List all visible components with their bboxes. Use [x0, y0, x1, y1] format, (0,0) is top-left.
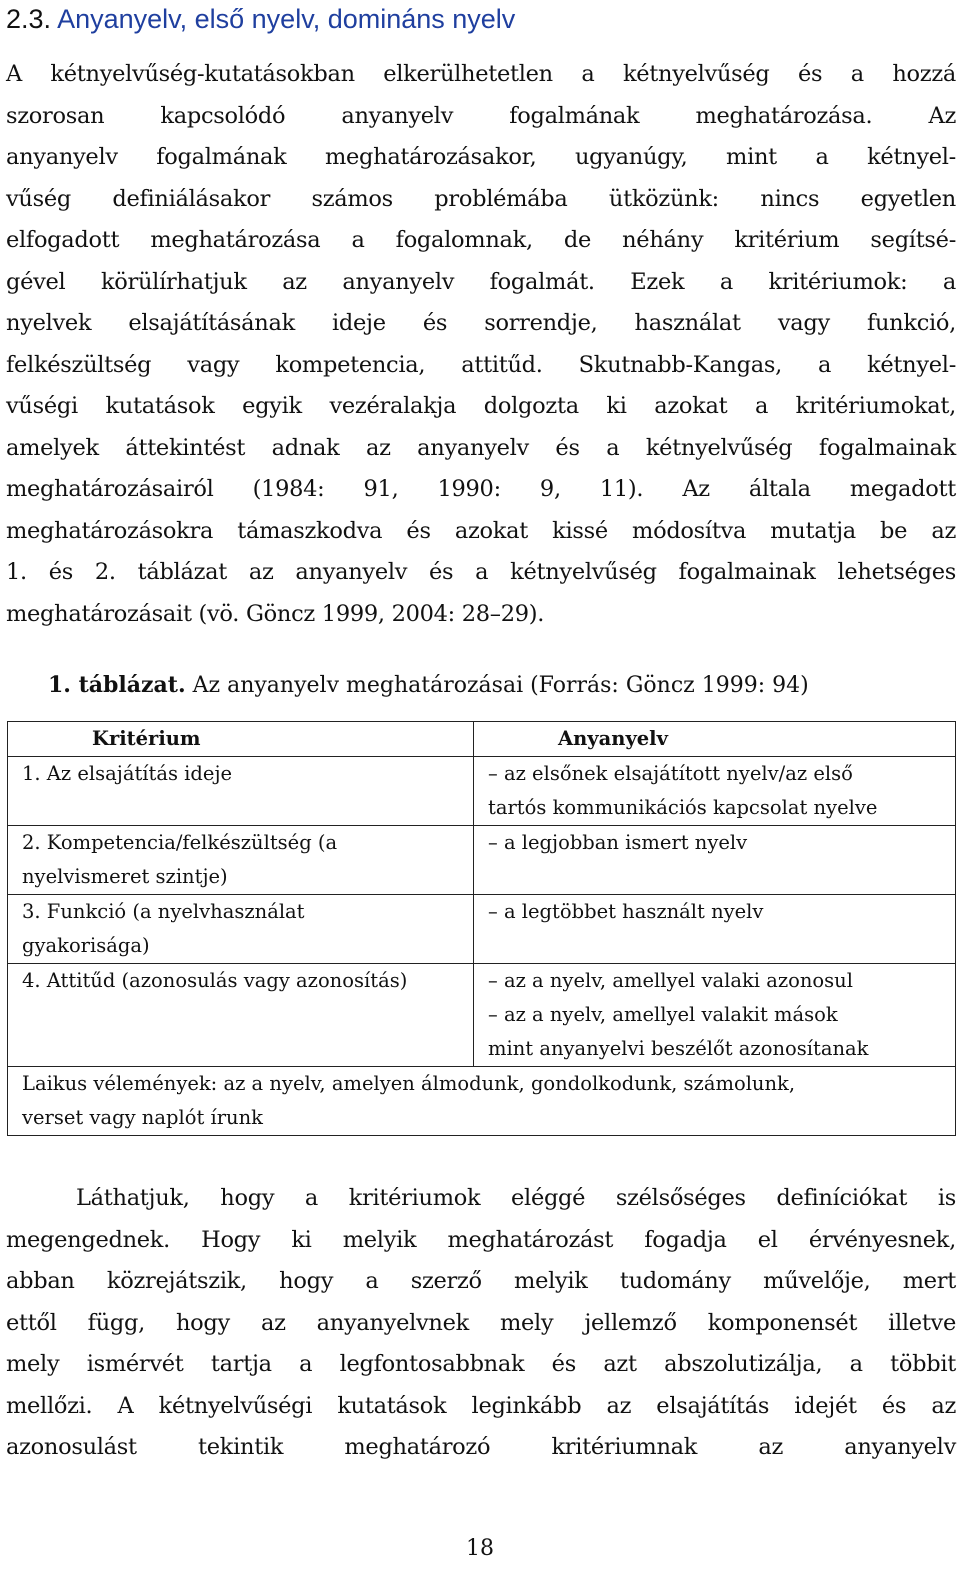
section-heading — [6, 2, 515, 36]
paragraph-line: meghatározásait (vö. Göncz 1999, 2004: 28–29). — [6, 600, 545, 627]
paragraph-line: ettől függ, hogy az anyanyelvnek mely jellemző komponensét illetve — [6, 1309, 956, 1336]
lay-opinions-line: Laikus vélemények: az a nyelv, amelyen álmodunk, gondolkodunk, számolunk, — [22, 1072, 796, 1095]
paragraph-line: mely ismérvét tartja a legfontosabbnak és azt abszolutizálja, a többit — [6, 1351, 956, 1377]
paragraph-line: A kétnyelvűség-kutatásokban elkerülhetetlen a kétnyelvűség és a hozzá — [6, 61, 956, 87]
paragraph-line: meghatározásairól (1984: 91, 1990: 9, 11). Az általa megadott — [6, 476, 956, 502]
definition-line: mint anyanyelvi beszélőt azonosítanak — [488, 1037, 869, 1060]
table-header-criterion: Kritérium — [8, 722, 474, 757]
paragraph-line: abban közrejátszik, hogy a szerző melyik tudomány művelője, mert — [6, 1268, 956, 1294]
criterion-line: 1. Az elsajátítás ideje — [22, 762, 233, 785]
paragraph-line: amelyek áttekintést adnak az anyanyelv és a kétnyelvűség fogalmainak — [6, 434, 956, 461]
definition-cell — [474, 895, 956, 964]
definition-cell — [474, 826, 956, 895]
definition-cell — [474, 964, 956, 1067]
definitions-table — [7, 721, 956, 1136]
criterion-cell — [8, 964, 474, 1067]
definition-line: – az a nyelv, amellyel valaki azonosul — [488, 969, 853, 992]
paragraph-line: Láthatjuk, hogy a kritériumok eléggé szélsőséges definíciókat is — [76, 1185, 956, 1211]
paragraph-line: vűség definiálásakor számos problémába ütközünk: nincs egyetlen — [6, 185, 956, 212]
table-caption-label: 1. táblázat. — [48, 672, 186, 698]
definition-line: – a legtöbbet használt nyelv — [488, 900, 764, 923]
definition-cell — [474, 757, 956, 826]
criterion-line: 2. Kompetencia/felkészültség (a — [22, 831, 338, 854]
conclusion-paragraph — [6, 1178, 956, 1469]
section-title: Anyanyelv, első nyelv, domináns nyelv — [57, 4, 516, 34]
criterion-line: 3. Funkció (a nyelvhasználat — [22, 900, 305, 923]
table-row — [8, 826, 956, 895]
criterion-cell — [8, 826, 474, 895]
paragraph-line: mellőzi. A kétnyelvűségi kutatások leginkább az elsajátítás idejét és az — [6, 1392, 956, 1419]
table-row — [8, 964, 956, 1067]
table-caption — [48, 668, 809, 703]
paragraph-line: szorosan kapcsolódó anyanyelv fogalmának meghatározása. Az — [6, 102, 956, 129]
lay-opinions-line: verset vagy naplót írunk — [22, 1106, 263, 1129]
criterion-line: 4. Attitűd (azonosulás vagy azonosítás) — [22, 969, 408, 992]
paragraph-line: megengednek. Hogy ki melyik meghatározást fogadja el érvényesnek, — [6, 1226, 956, 1253]
criterion-cell — [8, 757, 474, 826]
criterion-cell — [8, 895, 474, 964]
intro-paragraph — [6, 54, 956, 635]
paragraph-line: azonosulást tekintik meghatározó kritériumnak az anyanyelv — [6, 1434, 956, 1460]
table-header-definition: Anyanyelv — [474, 722, 956, 757]
page-number: 18 — [466, 1536, 494, 1561]
table-caption-text: Az anyanyelv meghatározásai (Forrás: Göncz 1999: 94) — [192, 673, 809, 698]
criterion-line: nyelvismeret szintje) — [22, 865, 228, 888]
paragraph-line: nyelvek elsajátításának ideje és sorrendje, használat vagy funkció, — [6, 310, 956, 336]
definition-line: – az elsőnek elsajátított nyelv/az első — [488, 762, 853, 785]
table-row — [8, 757, 956, 826]
paragraph-line: 1. és 2. táblázat az anyanyelv és a kétnyelvűség fogalmainak lehetséges — [6, 559, 956, 585]
paragraph-line: gével körülírhatjuk az anyanyelv fogalmát. Ezek a kritériumok: a — [6, 268, 956, 295]
section-number: 2.3. — [6, 4, 52, 34]
table-row — [8, 895, 956, 964]
paragraph-line: anyanyelv fogalmának meghatározásakor, ugyanúgy, mint a kétnyel- — [6, 144, 956, 170]
lay-opinions-cell — [8, 1067, 956, 1136]
paragraph-line: vűségi kutatások egyik vezéralakja dolgozta ki azokat a kritériumokat, — [6, 393, 956, 419]
definition-line: – a legjobban ismert nyelv — [488, 831, 748, 854]
paragraph-line: meghatározásokra támaszkodva és azokat kissé módosítva mutatja be az — [6, 517, 956, 544]
definition-line: – az a nyelv, amellyel valakit mások — [488, 1003, 838, 1026]
paragraph-line: elfogadott meghatározása a fogalomnak, de néhány kritérium segítsé- — [6, 227, 956, 253]
table-header-row — [8, 722, 956, 757]
paragraph-line: felkészültség vagy kompetencia, attitűd. Skutnabb-Kangas, a kétnyel- — [6, 351, 956, 378]
definition-line: tartós kommunikációs kapcsolat nyelve — [488, 796, 878, 819]
table-footer-row — [8, 1067, 956, 1136]
criterion-line: gyakorisága) — [22, 934, 150, 957]
